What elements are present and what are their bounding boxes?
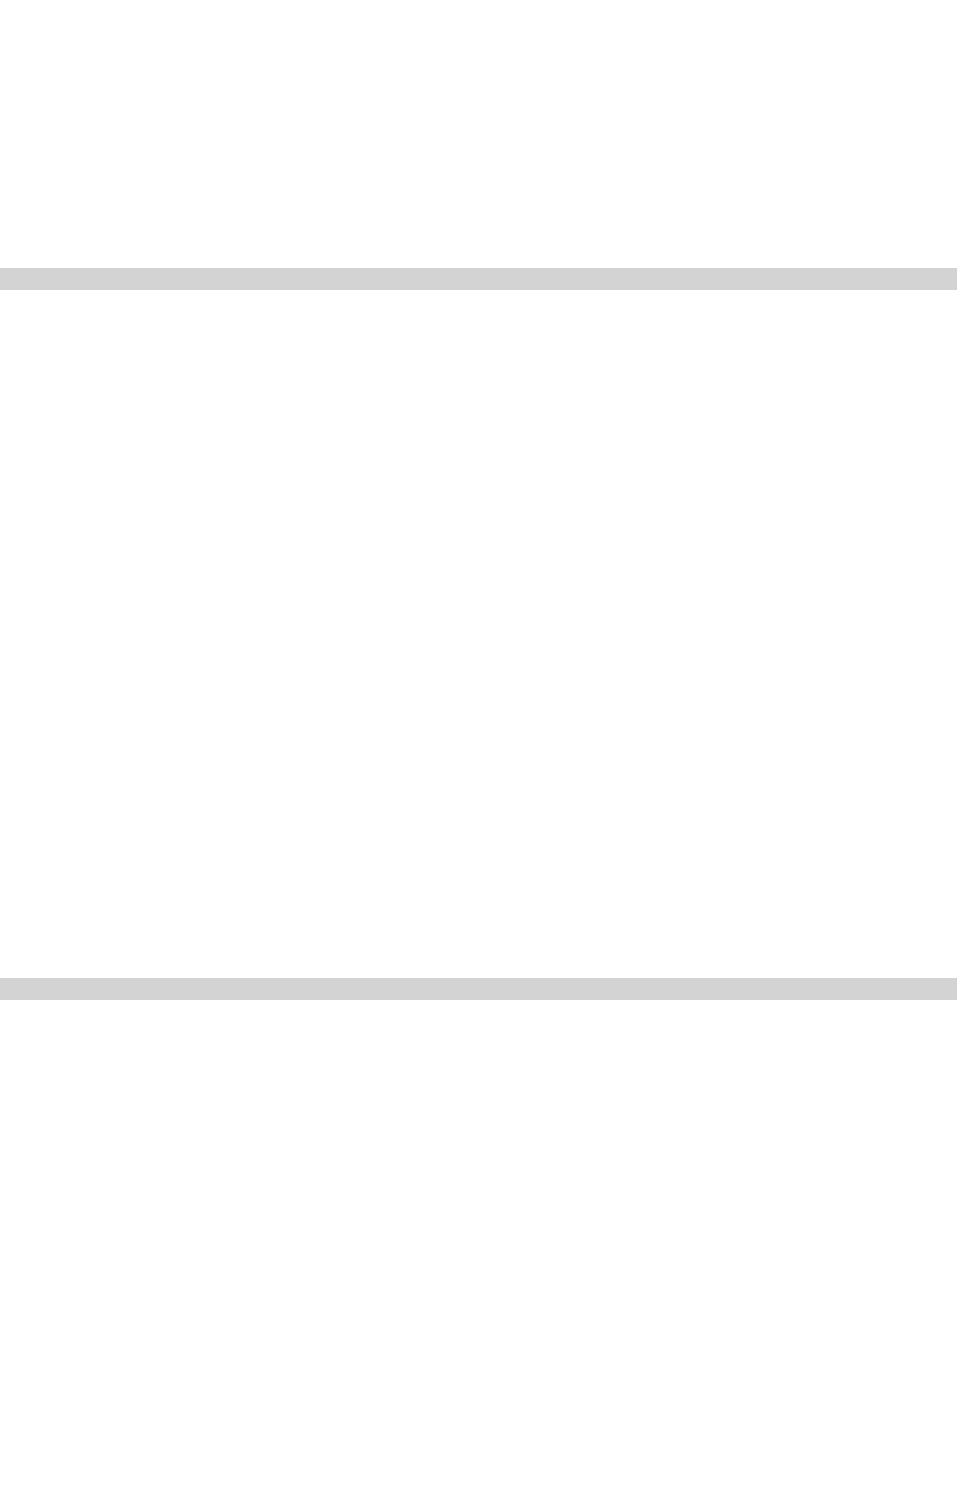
- table-header-e40: [0, 268, 957, 290]
- table-header-gu10: [0, 978, 957, 1000]
